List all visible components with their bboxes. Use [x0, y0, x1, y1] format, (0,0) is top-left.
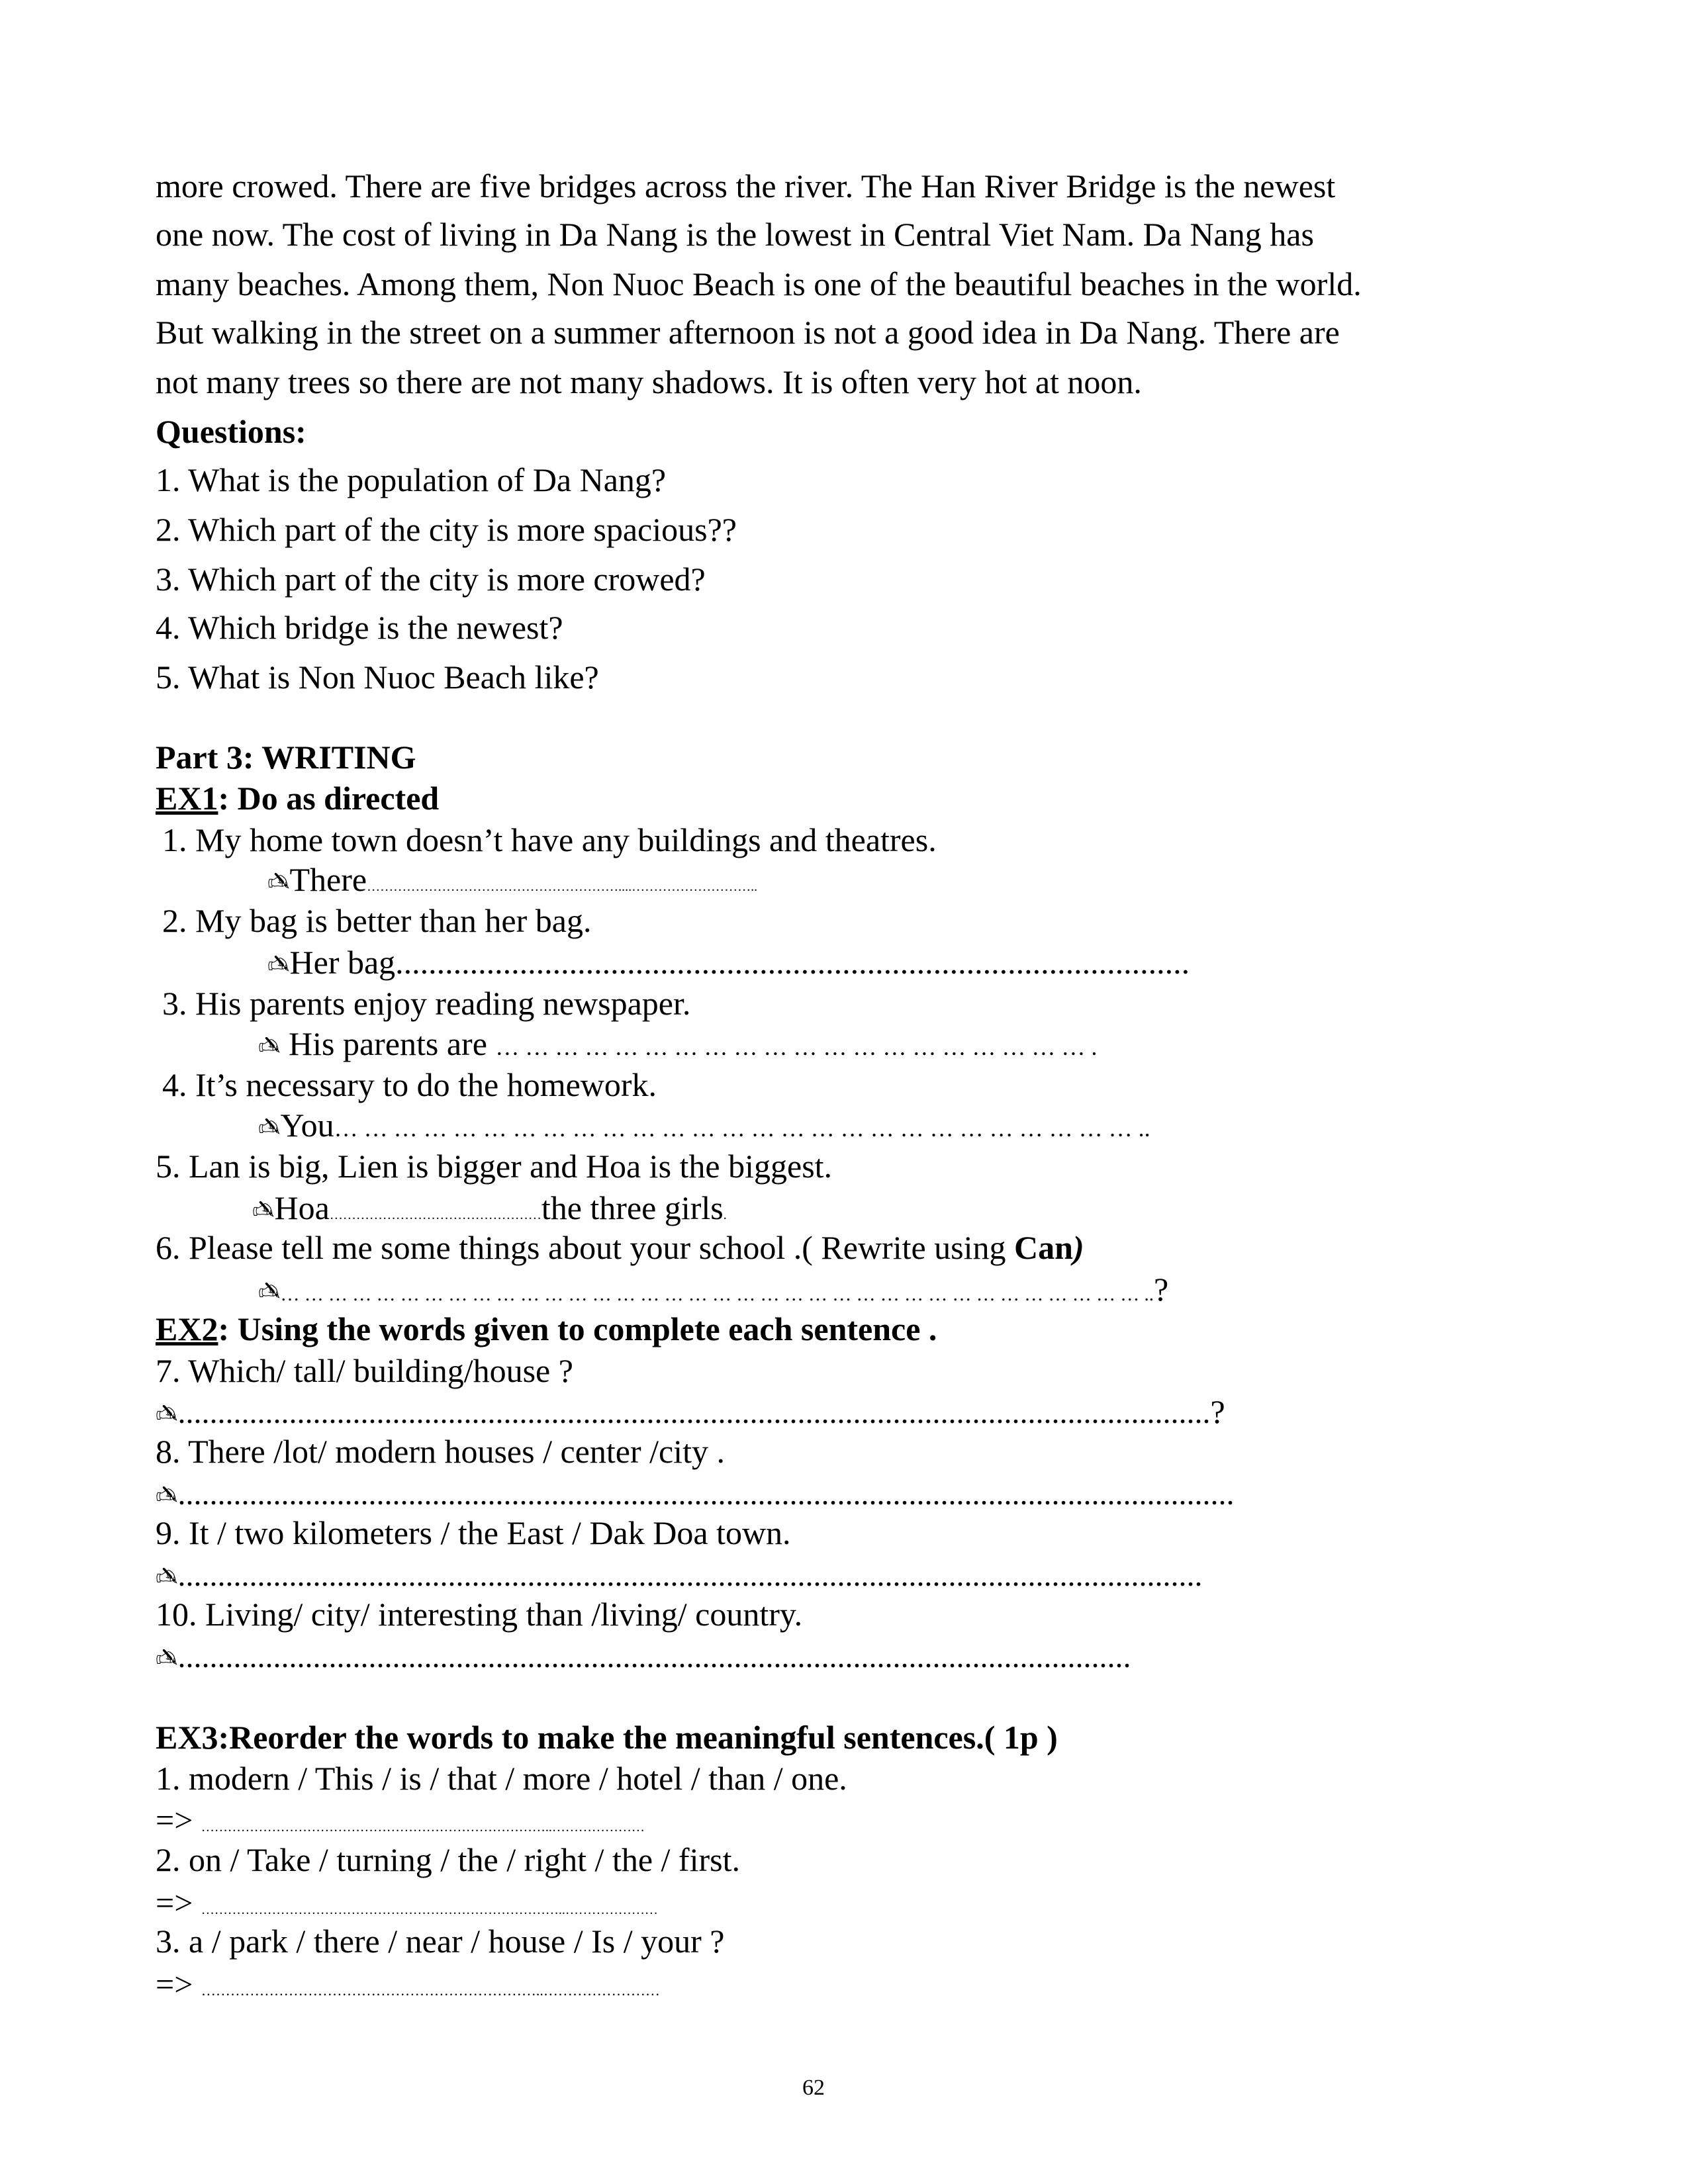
ex1-question: 5. Lan is big, Lien is bigger and Hoa is the biggest. — [156, 1148, 833, 1185]
writing-hand-icon: ✍ — [156, 1562, 178, 1592]
answer-prompt: ? — [1154, 1271, 1169, 1308]
ex2-question: 8. There /lot/ modern houses / center /city . — [156, 1433, 725, 1470]
dot-leader: …………………………………………………....……………………….. — [367, 880, 758, 894]
ex1-title: : Do as directed — [218, 780, 440, 817]
passage-line: more crowed. There are five bridges across the river. The Han River Bridge is the newest — [156, 167, 1336, 205]
dot-leader: … … … … … … … … … … … … … … … … … … … … … … … … … … … .. — [334, 1115, 1150, 1142]
ex3-heading: EX3:Reorder the words to make the meaningful sentences.( 1p ) — [156, 1719, 1058, 1756]
ex1-question — [156, 1228, 1084, 1267]
question: 2. Which part of the city is more spacious?? — [156, 511, 737, 548]
page-number: 62 — [802, 2075, 825, 2100]
ex2-question: 10. Living/ city/ interesting than /living/ country. — [156, 1596, 803, 1633]
dot-leader: ………………………………………………………………………..………………… — [201, 1903, 658, 1917]
writing-hand-icon: ✍ — [156, 1480, 178, 1511]
dot-leader: ................................................................................................................................. — [177, 1558, 1203, 1593]
dot-leader: ………………………………………… — [329, 1208, 541, 1222]
passage-line: many beaches. Among them, Non Nuoc Beach is one of the beautiful beaches in the world. — [156, 265, 1362, 302]
passage-line: one now. The cost of living in Da Nang is the lowest in Central Viet Nam. Da Nang has — [156, 216, 1314, 253]
ex1-answer-line[interactable] — [258, 1024, 1097, 1067]
ex1-question: 2. My bag is better than her bag. — [162, 902, 592, 939]
ex1-heading — [156, 778, 439, 818]
ex2-title: : Using the words given to complete each sentence . — [218, 1310, 937, 1347]
ex3-answer-line[interactable] — [156, 1964, 660, 2011]
question-keyword: Can — [1014, 1229, 1073, 1266]
ex1-answer-line[interactable] — [267, 942, 1190, 985]
ex2-heading — [156, 1309, 937, 1349]
ex2-question: 9. It / two kilometers / the East / Dak Doa town. — [156, 1514, 791, 1551]
writing-hand-icon: ✍ — [267, 867, 290, 897]
ex1-question: 3. His parents enjoy reading newspaper. — [162, 985, 691, 1022]
answer-text: Her bag................................................................................................ — [289, 944, 1190, 981]
question: 4. Which bridge is the newest? — [156, 609, 563, 646]
answer-text — [281, 1271, 1169, 1308]
ex2-answer-line[interactable] — [156, 1636, 1131, 1678]
dot-leader: ……………………………………………………………………..………………… — [201, 1820, 645, 1835]
question-text: 6. Please tell me some things about your school .( Rewrite using — [156, 1229, 1015, 1266]
answer-prompt: You — [280, 1107, 334, 1144]
answer-text — [178, 1393, 1225, 1430]
dot-leader: . — [723, 1208, 727, 1222]
ex2-answer-line[interactable] — [156, 1473, 1235, 1516]
ex2-answer-line[interactable] — [156, 1392, 1225, 1434]
answer-prompt: => — [156, 1884, 201, 1921]
ex1-question: 4. It’s necessary to do the homework. — [162, 1066, 657, 1103]
ex1-answer-line[interactable] — [267, 860, 757, 907]
ex3-question: 1. modern / This / is / that / more / hotel / than / one. — [156, 1760, 847, 1797]
answer-prompt: ? — [1210, 1393, 1225, 1430]
answer-text — [281, 1107, 1150, 1144]
dot-leader: … … … … … … … … … … … … … … … … … … … … . — [495, 1034, 1098, 1060]
ex1-answer-line[interactable] — [258, 1105, 1150, 1148]
questions-heading: Questions: — [156, 413, 306, 450]
question: 3. Which part of the city is more crowed? — [156, 561, 706, 598]
writing-hand-icon: ✍ — [252, 1195, 275, 1226]
answer-text — [178, 1556, 1203, 1593]
writing-hand-icon: ✍ — [267, 950, 290, 980]
ex1-question: 1. My home town doesn’t have any buildings and theatres. — [162, 821, 937, 858]
writing-hand-icon: ✍ — [156, 1643, 178, 1674]
passage-line: not many trees so there are not many shadows. It is often very hot at noon. — [156, 363, 1142, 400]
dot-leader: ..................................................................................................................................... — [177, 1477, 1235, 1512]
answer-text — [178, 1475, 1235, 1512]
answer-prompt: => — [156, 1801, 201, 1839]
ex1-label: EX1 — [156, 780, 218, 817]
ex3-question: 3. a / park / there / near / house / Is / your ? — [156, 1923, 725, 1960]
ex1-answer-line[interactable] — [258, 1269, 1168, 1314]
ex2-question: 7. Which/ tall/ building/house ? — [156, 1352, 573, 1389]
question: 1. What is the population of Da Nang? — [156, 461, 667, 498]
answer-text — [178, 1637, 1131, 1674]
dot-leader: … … … … … … … … … … … … … … … … … … … … … … … … … … … … … … … … … … … … .. — [280, 1284, 1154, 1305]
passage-line: But walking in the street on a summer afternoon is not a good idea in Da Nang. There are — [156, 314, 1340, 351]
answer-text — [290, 861, 758, 898]
writing-hand-icon: ✍ — [258, 1277, 281, 1307]
part3-heading: Part 3: WRITING — [156, 739, 416, 776]
dot-leader: ........................................................................................................................ — [177, 1639, 1131, 1674]
writing-hand-icon: ✍ — [258, 1113, 281, 1143]
ex3-question: 2. on / Take / turning / the / right / the / first. — [156, 1841, 740, 1878]
dot-leader: .................................................................................................................................. — [177, 1395, 1211, 1430]
ex2-answer-line[interactable] — [156, 1555, 1203, 1597]
writing-hand-icon: ✍ — [258, 1031, 281, 1062]
answer-prompt: => — [156, 1966, 201, 2003]
answer-prompt: Hoa — [274, 1189, 330, 1226]
writing-hand-icon: ✍ — [156, 1399, 178, 1430]
dot-leader: ……………………………………………………………..…………………… — [201, 1982, 660, 1999]
question-text-end: ) — [1072, 1229, 1084, 1266]
answer-prompt: the three girls — [541, 1189, 724, 1226]
answer-text — [281, 1025, 1098, 1062]
answer-prompt: His parents are — [280, 1025, 496, 1062]
answer-prompt: There — [289, 861, 367, 898]
question: 5. What is Non Nuoc Beach like? — [156, 659, 599, 696]
ex2-label: EX2 — [156, 1310, 218, 1347]
answer-text — [275, 1189, 727, 1226]
